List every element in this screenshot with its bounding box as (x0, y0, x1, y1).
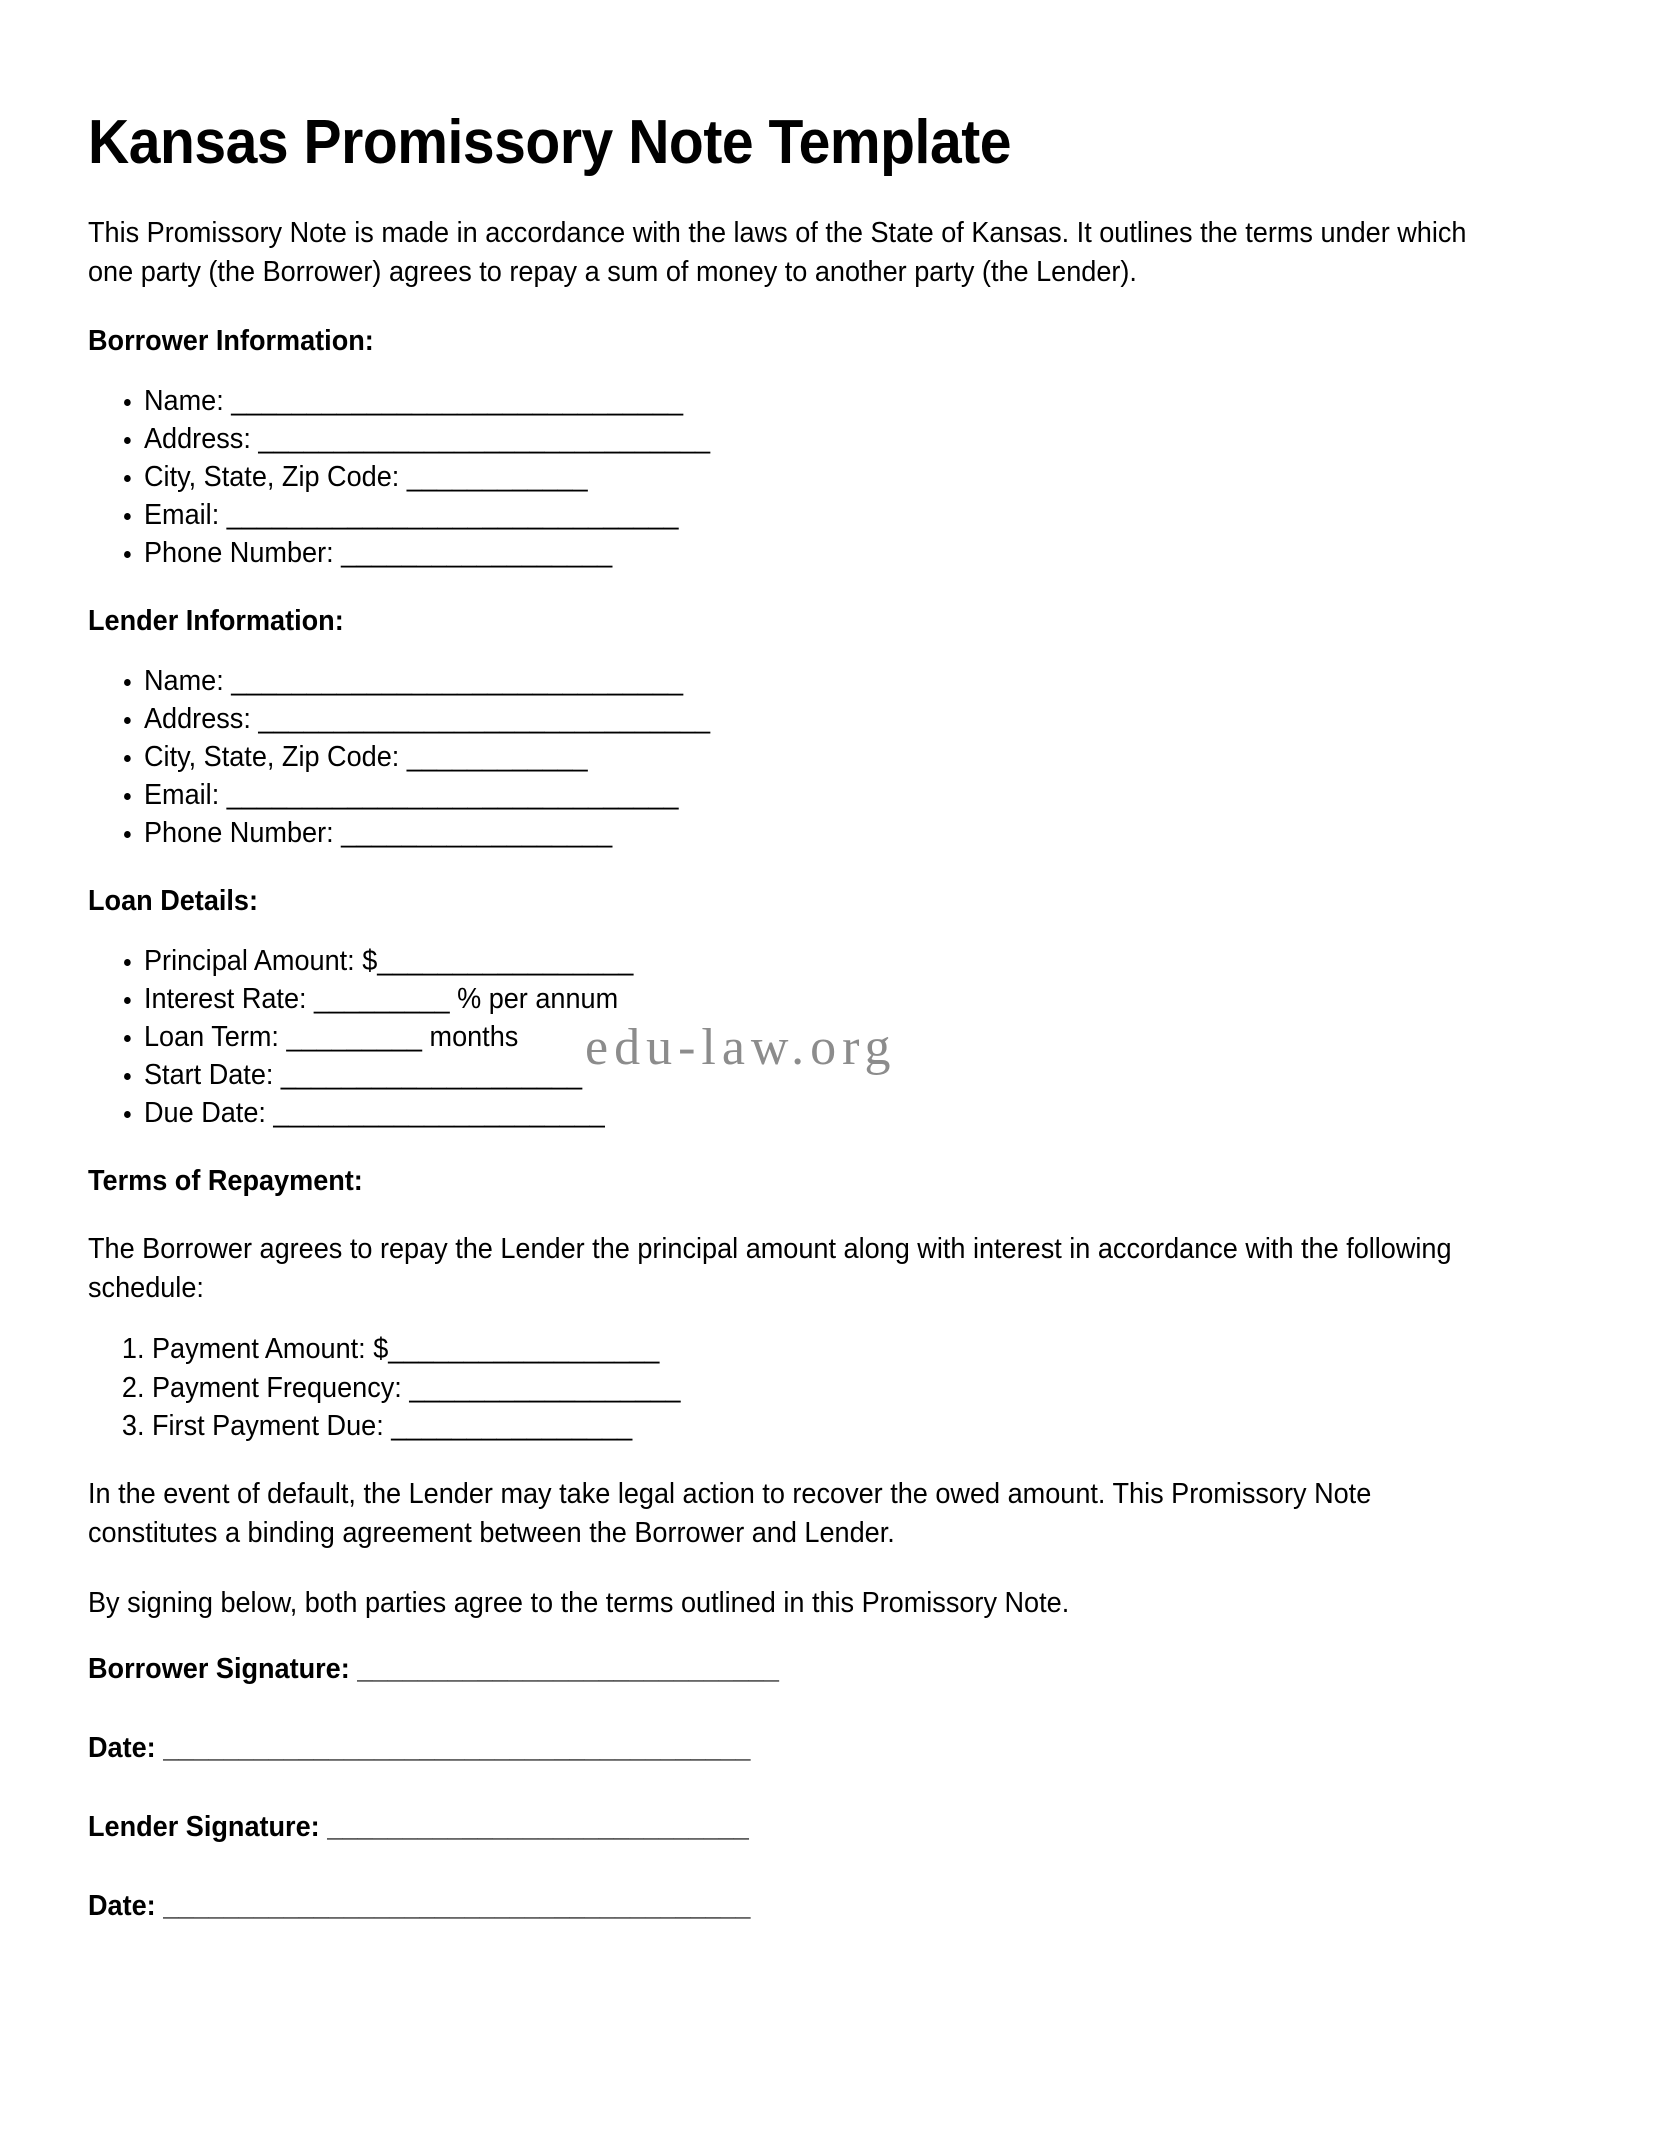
borrower-information-list (88, 382, 1548, 573)
list-item: • Email: ______________________________ (144, 496, 1478, 534)
list-item: • Interest Rate: _________ % per annum (144, 980, 1478, 1018)
list-item: • Name: ______________________________ (144, 382, 1478, 420)
list-item: 2. Payment Frequency: __________________ (152, 1369, 1478, 1407)
spacer (88, 1623, 1548, 1653)
spacer (88, 1308, 1548, 1330)
borrower-information-heading: Borrower Information: (88, 324, 374, 357)
spacer (88, 174, 1548, 214)
list-item: • Name: ______________________________ (144, 662, 1478, 700)
list-item: • Due Date: ______________________ (144, 1094, 1478, 1132)
terms-of-repayment-heading: Terms of Repayment: (88, 1164, 363, 1197)
watermark-edu-law-org: edu-law.org (585, 1019, 897, 1076)
document-content (88, 0, 1548, 1923)
page-title: Kansas Promissory Note Template (88, 108, 1012, 177)
borrower-signature-line: Borrower Signature: ____________________________ (88, 1652, 779, 1685)
list-item: • Principal Amount: $_________________ (144, 942, 1478, 980)
spacer (88, 1133, 1548, 1163)
list-item: • Phone Number: __________________ (144, 534, 1478, 572)
spacer (88, 360, 1548, 382)
spacer (88, 1554, 1548, 1584)
list-item: • Email: ______________________________ (144, 776, 1478, 814)
spacer (88, 293, 1548, 323)
payment-schedule-list (88, 1330, 1548, 1445)
spacer (88, 1686, 1548, 1732)
list-item: • City, State, Zip Code: ____________ (144, 458, 1478, 496)
terms-intro-paragraph: The Borrower agrees to repay the Lender the principal amount along with interest in accordance with the following schedule: (88, 1232, 1452, 1304)
spacer (88, 920, 1548, 942)
list-item: 3. First Payment Due: ________________ (152, 1407, 1478, 1445)
spacer (88, 1844, 1548, 1890)
list-item: • Address: ______________________________ (144, 700, 1478, 738)
list-item: • Phone Number: __________________ (144, 814, 1478, 852)
spacer (88, 1200, 1548, 1230)
borrower-date-line: Date: _______________________________________ (88, 1731, 751, 1764)
spacer (88, 1445, 1548, 1475)
list-item: 1. Payment Amount: $__________________ (152, 1330, 1478, 1368)
default-clause-paragraph: In the event of default, the Lender may take legal action to recover the owed amount. This Promissory Note constitutes a binding agreement between the Borrower and Lender. (88, 1477, 1372, 1550)
list-item: • Start Date: ____________________ (144, 1056, 1478, 1094)
spacer (88, 573, 1548, 603)
list-item: • City, State, Zip Code: ____________ (144, 738, 1478, 776)
spacer (88, 853, 1548, 883)
lender-date-line: Date: _______________________________________ (88, 1889, 751, 1922)
spacer (88, 640, 1548, 662)
loan-details-list (88, 942, 1548, 1133)
spacer (88, 1765, 1548, 1811)
list-item: • Loan Term: _________ months (144, 1018, 1478, 1056)
list-item: • Address: ______________________________ (144, 420, 1478, 458)
intro-paragraph: This Promissory Note is made in accordance with the laws of the State of Kansas. It outlines the terms under which one party (the Borrower) agrees to repay a sum of money to another party (the Lender). (88, 217, 1467, 289)
loan-details-heading: Loan Details: (88, 884, 259, 917)
signing-clause-paragraph: By signing below, both parties agree to the terms outlined in this Promissory Note. (88, 1586, 1070, 1619)
lender-signature-line: Lender Signature: ____________________________ (88, 1810, 749, 1843)
lender-information-list (88, 662, 1548, 853)
lender-information-heading: Lender Information: (88, 604, 344, 637)
